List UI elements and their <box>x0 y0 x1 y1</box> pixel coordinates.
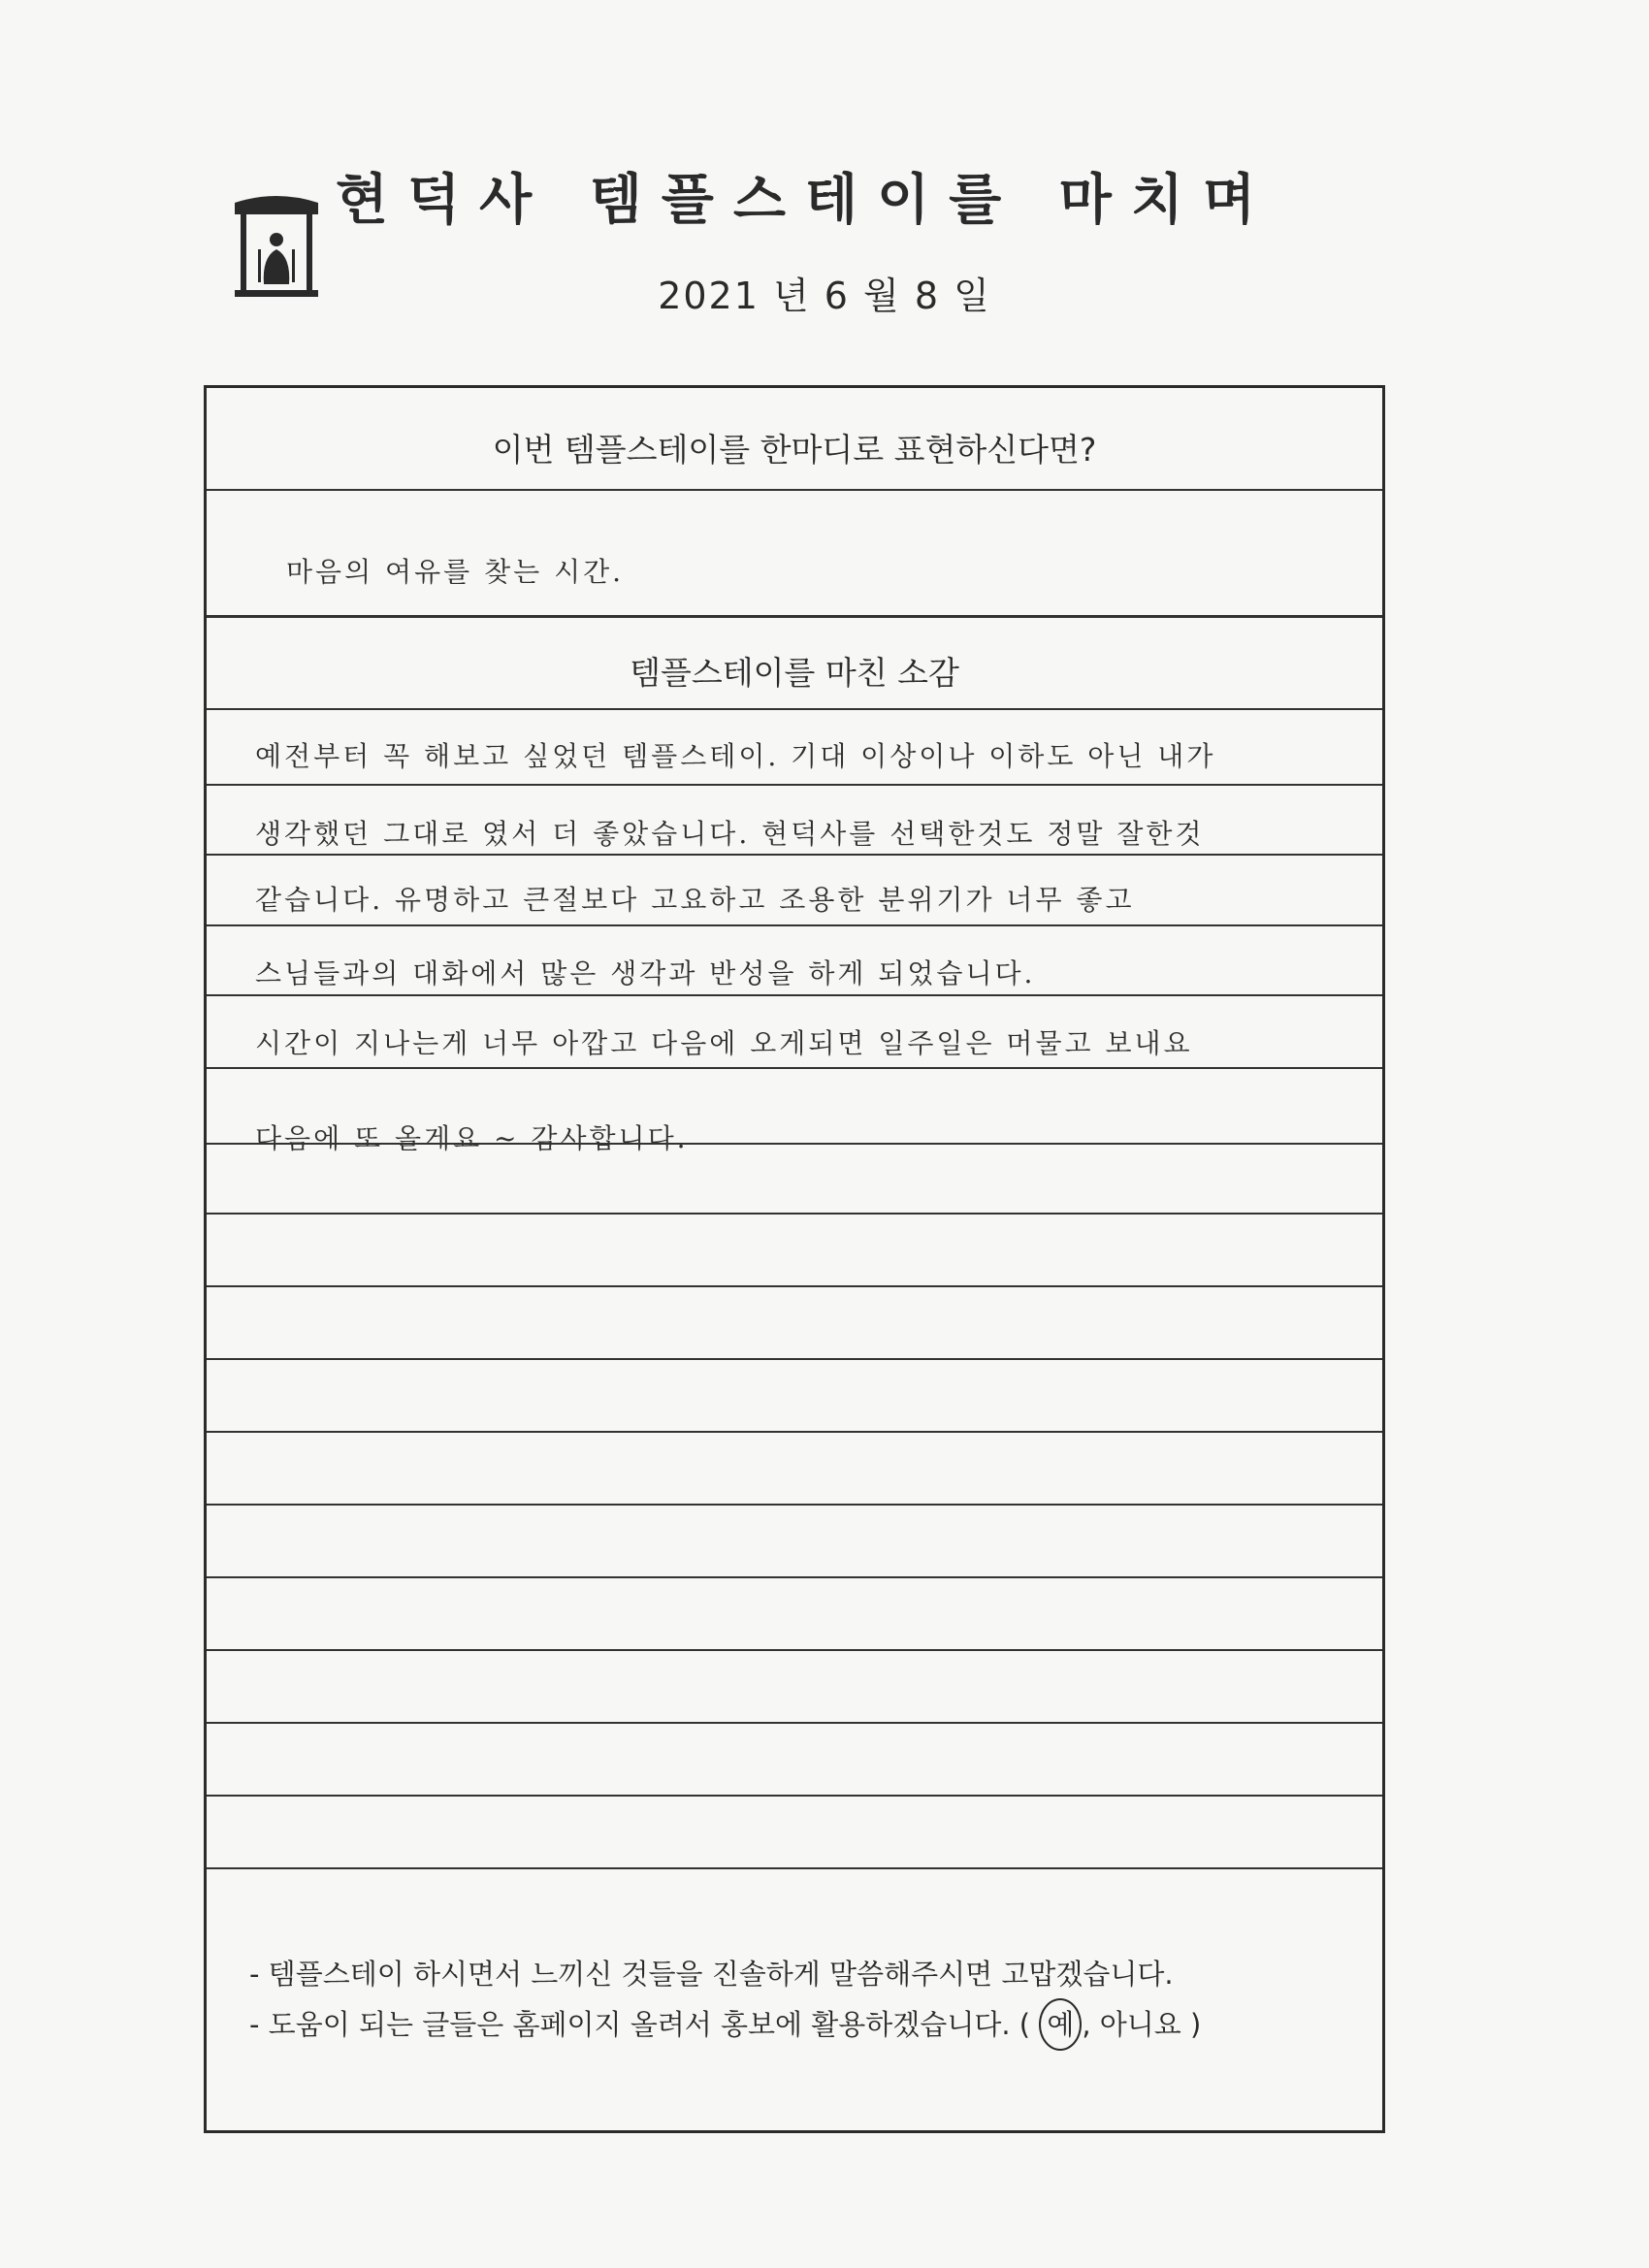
footer-notes <box>249 1950 1201 2051</box>
answer-line-2: 생각했던 그대로 였서 더 좋았습니다. 현덕사를 선택한것도 정말 잘한것 <box>255 818 1205 850</box>
divider <box>207 615 1382 618</box>
question1-answer: 마음의 여유를 찾는 시간. <box>286 556 625 588</box>
footer-note-2 <box>249 1998 1201 2051</box>
ruled-line <box>207 1722 1382 1724</box>
ruled-line <box>207 854 1382 856</box>
divider <box>207 489 1382 491</box>
ruled-line <box>207 924 1382 926</box>
question2-label: 템플스테이를 마친 소감 <box>630 654 959 692</box>
ruled-line <box>207 1795 1382 1797</box>
ruled-line <box>207 1143 1382 1145</box>
feedback-form <box>204 385 1385 2133</box>
option-no: 아니요 ) <box>1099 2008 1202 2041</box>
answer-line-3: 같습니다. 유명하고 큰절보다 고요하고 조용한 분위기가 너무 좋고 <box>255 884 1135 916</box>
option-yes-circled: 예 <box>1039 1998 1082 2051</box>
temple-logo-icon <box>233 189 320 301</box>
option-separator: , <box>1082 2008 1091 2041</box>
footer-note-2-text: - 도움이 되는 글들은 홈페이지 올려서 홍보에 활용하겠습니다. ( <box>249 2008 1031 2041</box>
footer-note-1: - 템플스테이 하시면서 느끼신 것들을 진솔하게 말씀해주시면 고맙겠습니다. <box>249 1958 1174 1991</box>
answer-line-5: 시간이 지나는게 너무 아깝고 다음에 오게되면 일주일은 머물고 보내요 <box>255 1027 1193 1059</box>
answer-line-4: 스님들과의 대화에서 많은 생각과 반성을 하게 되었습니다. <box>255 957 1036 989</box>
date-label: 2021 년 6 월 8 일 <box>658 275 991 317</box>
ruled-line <box>207 1649 1382 1651</box>
answer-line-1: 예전부터 꼭 해보고 싶었던 템플스테이. 기대 이상이나 이하도 아닌 내가 <box>255 740 1216 772</box>
question1-label: 이번 템플스테이를 한마디로 표현하신다면? <box>492 431 1097 469</box>
ruled-line <box>207 1867 1382 1869</box>
page-title: 현덕사 템플스테이를 마치며 <box>335 169 1276 232</box>
ruled-line <box>207 1067 1382 1069</box>
ruled-line <box>207 1285 1382 1287</box>
ruled-line <box>207 1504 1382 1506</box>
ruled-line <box>207 1576 1382 1578</box>
ruled-line <box>207 1358 1382 1360</box>
ruled-line <box>207 1431 1382 1433</box>
ruled-line <box>207 994 1382 996</box>
divider <box>207 708 1382 710</box>
answer-line-6: 다음에 또 올게요 ~ 감사합니다. <box>255 1122 689 1154</box>
ruled-line <box>207 1213 1382 1215</box>
ruled-line <box>207 784 1382 786</box>
